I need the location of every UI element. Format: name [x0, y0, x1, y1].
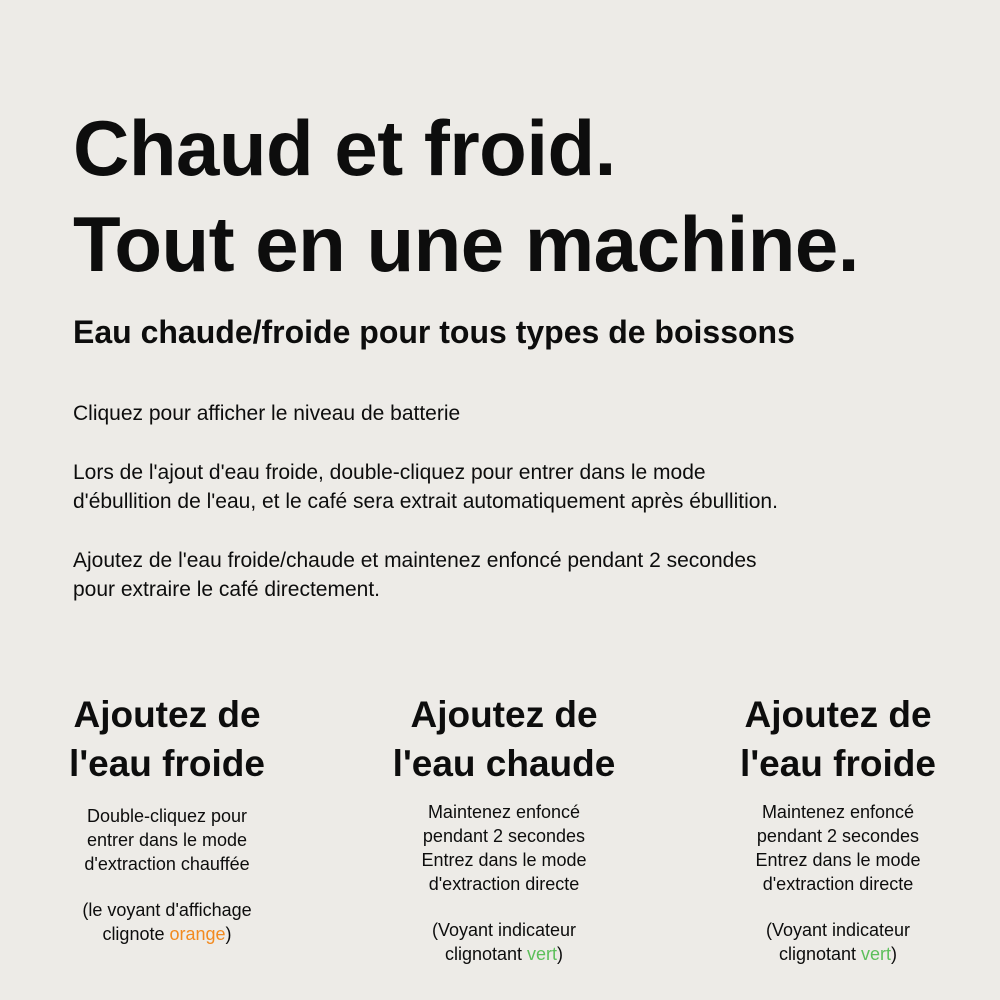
indicator-color-word: vert: [527, 944, 558, 964]
mode-title: [354, 690, 654, 788]
mode-note-line-1: (le voyant d'affichage: [82, 900, 252, 920]
mode-cold-direct-extraction: [688, 690, 988, 966]
mode-note-suffix: ): [225, 924, 232, 944]
mode-title: [17, 690, 317, 788]
mode-description: Double-cliquez pour entrer dans le mode d'extraction chauffée: [84, 806, 250, 874]
mode-title: [688, 690, 988, 788]
mode-indicator-note: [688, 918, 988, 966]
mode-note-suffix: ): [891, 944, 898, 964]
indicator-color-word: vert: [861, 944, 892, 964]
mode-indicator-note: [17, 898, 317, 946]
instruction-direct-extract: Ajoutez de l'eau froide/chaude et maintenez enfoncé pendant 2 secondes pour extraire le café directement.: [73, 549, 757, 601]
mode-note-line-1: (Voyant indicateur: [431, 920, 577, 940]
mode-title-line-1: Ajoutez de: [744, 694, 932, 735]
mode-description: Maintenez enfoncé pendant 2 secondes Entrez dans le mode d'extraction directe: [421, 802, 587, 894]
headline-line-1: Chaud et froid.: [73, 104, 616, 192]
mode-hot-direct-extraction: [354, 690, 654, 966]
mode-title-line-1: Ajoutez de: [410, 694, 598, 735]
mode-note-prefix: clignotant: [778, 944, 862, 964]
mode-title-line-2: l'eau froide: [69, 743, 265, 784]
headline: [73, 100, 859, 292]
indicator-color-word: orange: [169, 924, 226, 944]
mode-indicator-note: [354, 918, 654, 966]
instruction-battery: Cliquez pour afficher le niveau de batterie: [73, 402, 461, 425]
mode-title-line-1: Ajoutez de: [73, 694, 261, 735]
mode-title-line-2: l'eau froide: [740, 743, 936, 784]
subtitle: Eau chaude/froide pour tous types de boissons: [73, 314, 795, 350]
instruction-boil-mode: Lors de l'ajout d'eau froide, double-cliquez pour entrer dans le mode d'ébullition de l'eau, et le café sera extrait automatiquement après ébullition.: [73, 461, 778, 513]
instructions: [73, 399, 973, 634]
mode-note-line-1: (Voyant indicateur: [765, 920, 911, 940]
mode-note-suffix: ): [557, 944, 564, 964]
mode-note-prefix: clignote: [102, 924, 170, 944]
mode-note-prefix: clignotant: [444, 944, 528, 964]
mode-cold-heated-extraction: [17, 690, 317, 946]
mode-title-line-2: l'eau chaude: [392, 743, 616, 784]
mode-description: Maintenez enfoncé pendant 2 secondes Entrez dans le mode d'extraction directe: [755, 802, 921, 894]
headline-line-2: Tout en une machine.: [73, 200, 859, 288]
